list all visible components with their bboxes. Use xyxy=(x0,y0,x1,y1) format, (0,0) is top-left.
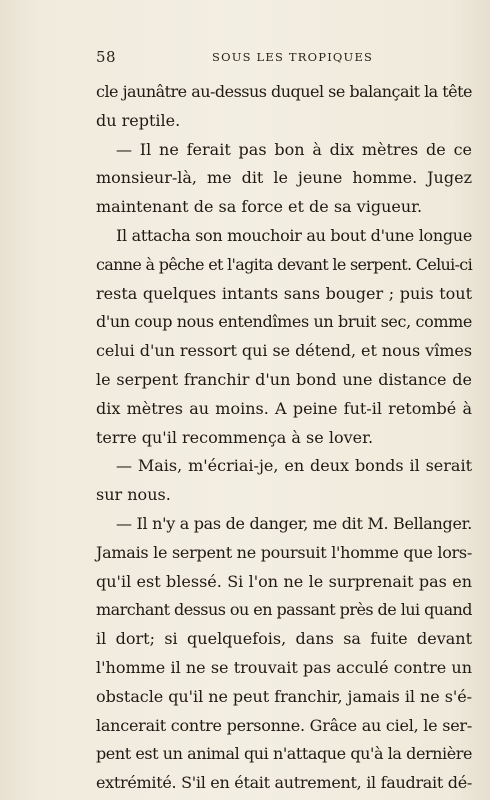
text-line: lancerait contre personne. Grâce au ciel, le ser- xyxy=(96,715,472,735)
text-line: celui d'un ressort qui se détend, et nous vîmes xyxy=(96,341,472,361)
text-line: Jamais le serpent ne poursuit l'homme que lors- xyxy=(96,542,472,562)
body-text xyxy=(96,78,472,798)
text-line: — Il n'y a pas de danger, me dit M. Bellanger. xyxy=(116,513,472,533)
text-line: resta quelques intants sans bouger ; puis tout xyxy=(96,283,472,303)
text-line: marchant dessus ou en passant près de lui quand xyxy=(96,600,473,620)
text-line: dix mètres au moins. A peine fut-il retombé à xyxy=(96,398,472,418)
text-line: cle jaunâtre au-dessus duquel se balançait la tête xyxy=(96,82,473,101)
running-title: SOUS LES TROPIQUES xyxy=(212,50,374,64)
page-header xyxy=(96,48,470,66)
text-line: terre qu'il recommença à se lover. xyxy=(96,427,374,447)
text-line: Il attacha son mouchoir au bout d'une longue xyxy=(116,225,472,245)
text-line: — Mais, m'écriai-je, en deux bonds il serait xyxy=(116,456,472,476)
text-line: il dort; si quelquefois, dans sa fuite devant xyxy=(96,629,472,649)
text-line: — Il ne ferait pas bon à dix mètres de ce xyxy=(116,139,472,159)
text-line: le serpent franchir d'un bond une distance de xyxy=(96,369,472,389)
text-line: obstacle qu'il ne peut franchir, jamais il ne s'é- xyxy=(96,686,472,706)
text-line: sur nous. xyxy=(96,485,171,505)
text-line: qu'il est blessé. Si l'on ne le surprenait pas en xyxy=(96,571,472,591)
text-line: l'homme il ne se trouvait pas acculé contre un xyxy=(96,657,472,677)
text-line: extrémité. S'il en était autrement, il faudrait dé- xyxy=(96,773,472,793)
text-line: monsieur-là, me dit le jeune homme. Jugez xyxy=(96,168,472,188)
text-line: canne à pêche et l'agita devant le serpent. Celui-ci xyxy=(96,254,473,274)
text-line: d'un coup nous entendîmes un bruit sec, comme xyxy=(96,312,472,332)
text-line: pent est un animal qui n'attaque qu'à la dernière xyxy=(96,744,473,764)
text-line: du reptile. xyxy=(96,110,181,130)
page-number: 58 xyxy=(96,48,117,66)
text-line: maintenant de sa force et de sa vigueur. xyxy=(96,197,423,217)
